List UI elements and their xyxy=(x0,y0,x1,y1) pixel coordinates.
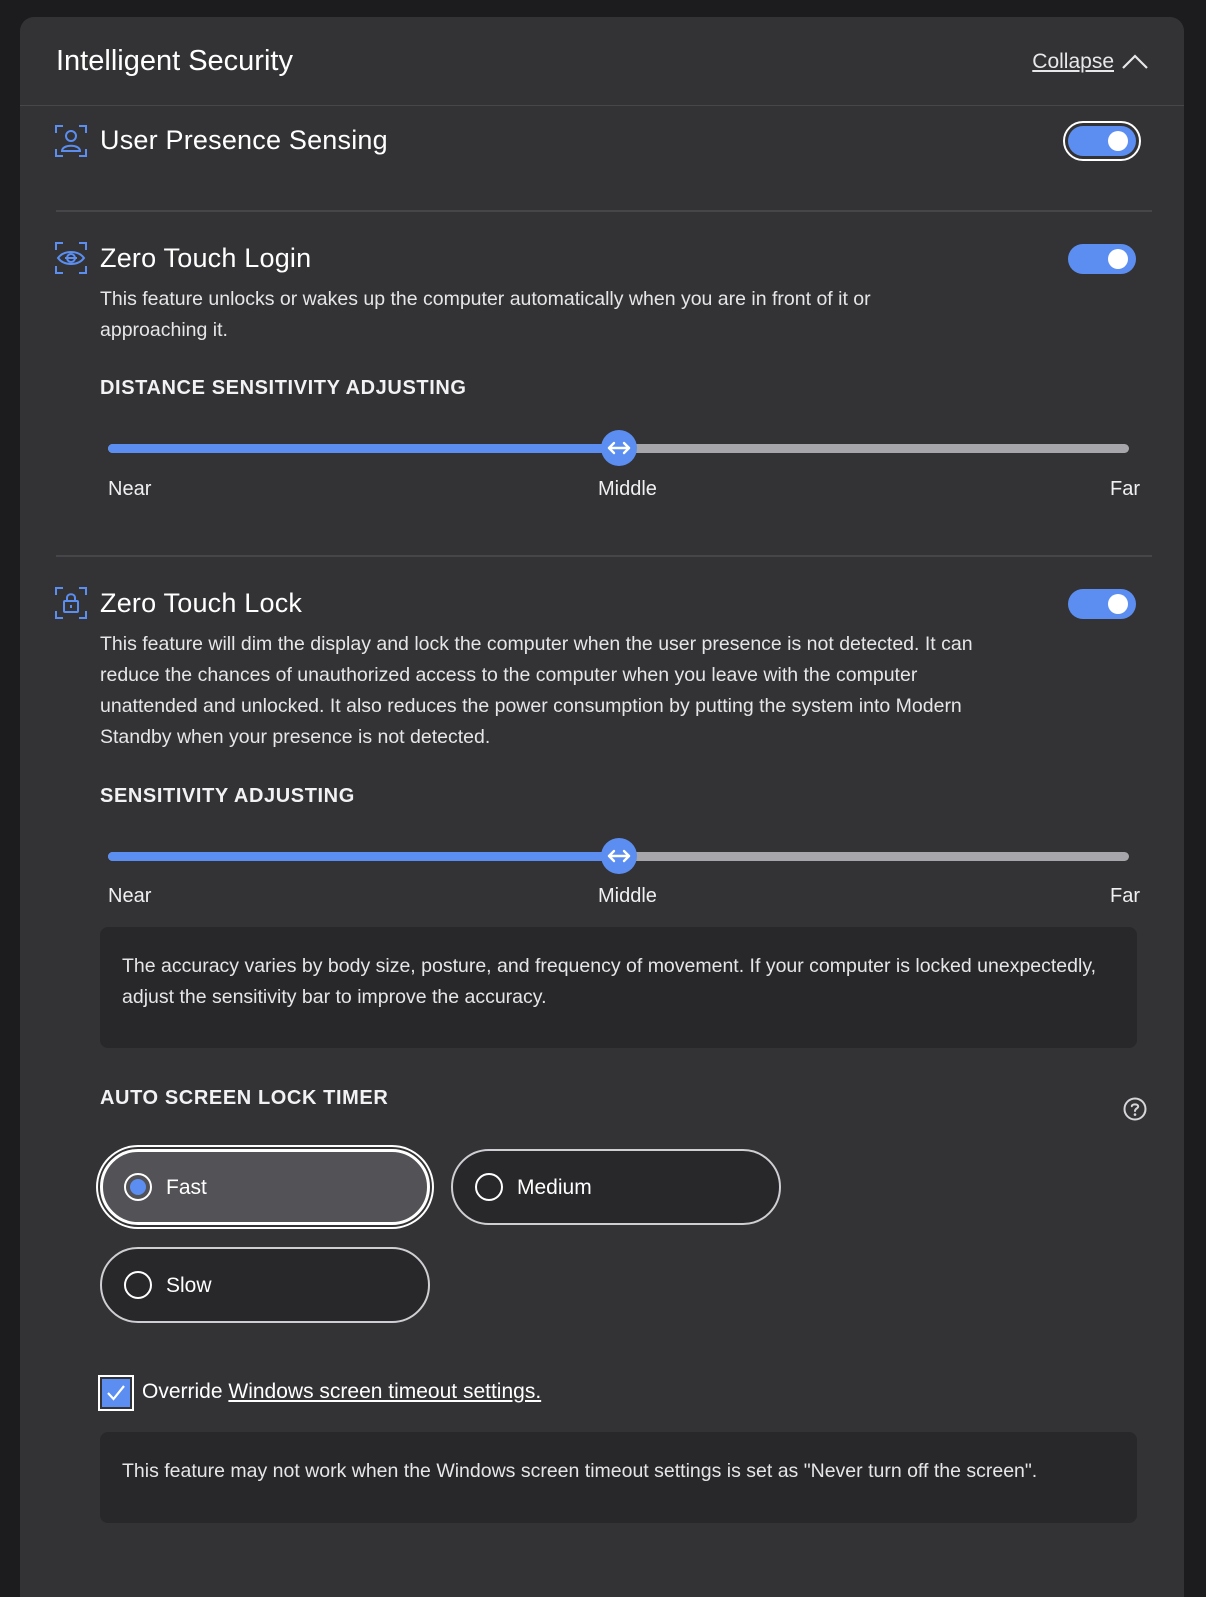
slider-thumb[interactable] xyxy=(601,430,637,466)
timer-heading: AUTO SCREEN LOCK TIMER xyxy=(100,1087,389,1109)
divider xyxy=(56,555,1152,557)
slider-thumb[interactable] xyxy=(601,838,637,874)
distance-sensitivity-heading: DISTANCE SENSITIVITY ADJUSTING xyxy=(100,377,467,399)
timer-option-fast[interactable] xyxy=(100,1149,430,1225)
double-arrow-icon xyxy=(606,439,632,457)
chevron-up-icon[interactable] xyxy=(1120,51,1150,71)
user-presence-toggle[interactable] xyxy=(1068,126,1136,156)
face-scan-icon xyxy=(54,241,88,275)
radio-button xyxy=(475,1173,503,1201)
slider-label-far: Far xyxy=(1110,478,1140,500)
double-arrow-icon xyxy=(606,847,632,865)
zero-touch-login-toggle[interactable] xyxy=(1068,244,1136,274)
collapse-link[interactable]: Collapse xyxy=(1032,50,1114,73)
slider-label-near: Near xyxy=(108,885,152,907)
user-presence-icon xyxy=(54,124,88,158)
zero-touch-lock-title: Zero Touch Lock xyxy=(100,588,303,618)
radio-dot xyxy=(130,1179,146,1195)
lock-sensitivity-slider[interactable] xyxy=(108,836,1129,876)
user-presence-title: User Presence Sensing xyxy=(100,125,388,155)
toggle-knob xyxy=(1108,594,1128,614)
slider-fill xyxy=(108,444,619,453)
slider-label-middle: Middle xyxy=(598,478,657,500)
zero-touch-lock-toggle[interactable] xyxy=(1068,589,1136,619)
zero-touch-login-title: Zero Touch Login xyxy=(100,243,312,273)
radio-label: Medium xyxy=(517,1176,592,1199)
slider-label-near: Near xyxy=(108,478,152,500)
checkmark-icon xyxy=(106,1384,126,1402)
radio-button xyxy=(124,1173,152,1201)
slider-fill xyxy=(108,852,619,861)
timer-option-slow[interactable] xyxy=(100,1247,430,1323)
zero-touch-login-description: This feature unlocks or wakes up the computer automatically when you are in front of it or approaching it. xyxy=(100,288,871,341)
lock-scan-icon xyxy=(54,586,88,620)
sensitivity-heading: SENSITIVITY ADJUSTING xyxy=(100,785,355,807)
toggle-knob xyxy=(1108,249,1128,269)
slider-label-far: Far xyxy=(1110,885,1140,907)
timer-option-medium[interactable] xyxy=(451,1149,781,1225)
accuracy-note: The accuracy varies by body size, posture, and frequency of movement. If your computer is locked unexpectedly, adjust the sensitivity bar to improve the accuracy. xyxy=(100,927,1137,1048)
radio-button xyxy=(124,1271,152,1299)
panel-title: Intelligent Security xyxy=(56,45,293,77)
toggle-knob xyxy=(1108,131,1128,151)
zero-touch-lock-description: This feature will dim the display and lock the computer when the user presence is not detected. It can reduce the chances of unauthorized access to the computer when you leave with the computer unattended and unlocked. It also reduces the power consumption by putting the system into Modern Standby when your presence is not detected. xyxy=(100,633,973,748)
panel-header xyxy=(20,17,1184,106)
help-icon[interactable] xyxy=(1123,1097,1147,1121)
divider xyxy=(56,210,1152,212)
distance-sensitivity-slider[interactable] xyxy=(108,428,1129,468)
windows-timeout-settings-link[interactable]: Windows screen timeout settings. xyxy=(228,1380,542,1403)
timeout-note: This feature may not work when the Windows screen timeout settings is set as "Never turn off the screen". xyxy=(100,1432,1137,1523)
radio-label: Slow xyxy=(166,1274,212,1297)
override-checkbox[interactable] xyxy=(102,1379,130,1407)
slider-label-middle: Middle xyxy=(598,885,657,907)
override-label xyxy=(142,1380,541,1404)
radio-label: Fast xyxy=(166,1176,207,1199)
intelligent-security-panel xyxy=(20,17,1184,1597)
override-prefix: Override xyxy=(142,1380,223,1403)
